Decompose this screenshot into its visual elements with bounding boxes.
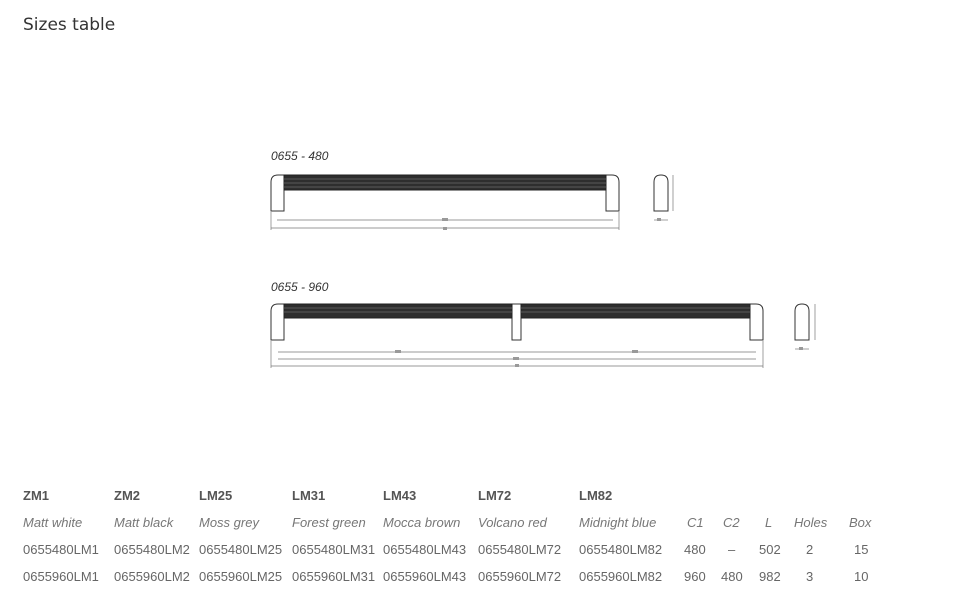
color-name: Matt black [114, 515, 174, 530]
color-code: LM43 [383, 488, 417, 503]
spec-cell: – [728, 542, 736, 557]
handle-480-drawing [271, 175, 673, 230]
spec-cell: 2 [806, 542, 814, 557]
sku-cell: 0655960LM1 [23, 569, 99, 584]
color-code: ZM1 [23, 488, 49, 503]
color-name: Midnight blue [579, 515, 657, 530]
sku-cell: 0655480LM72 [478, 542, 562, 557]
spec-header-c2: C2 [723, 515, 740, 530]
color-name: Moss grey [199, 515, 259, 530]
sku-cell: 0655480LM82 [579, 542, 663, 557]
drawing-label-480: 0655 - 480 [271, 149, 329, 163]
sku-cell: 0655480LM1 [23, 542, 99, 557]
sku-cell: 0655480LM25 [199, 542, 283, 557]
color-name: Matt white [23, 515, 83, 530]
spec-cell: 480 [721, 569, 743, 584]
sku-cell: 0655960LM43 [383, 569, 467, 584]
spec-cell: 3 [806, 569, 814, 584]
spec-cell: 982 [759, 569, 781, 584]
sku-cell: 0655480LM2 [114, 542, 190, 557]
page-title: Sizes table [23, 15, 116, 35]
color-code: LM82 [579, 488, 613, 503]
sku-cell: 0655960LM82 [579, 569, 663, 584]
color-name: Volcano red [478, 515, 547, 530]
color-code: LM31 [292, 488, 326, 503]
spec-cell: 960 [684, 569, 706, 584]
sku-cell: 0655480LM31 [292, 542, 376, 557]
sku-cell: 0655960LM31 [292, 569, 376, 584]
color-code: LM72 [478, 488, 512, 503]
spec-header-l: L [765, 515, 773, 530]
sku-cell: 0655960LM2 [114, 569, 190, 584]
sku-cell: 0655960LM25 [199, 569, 283, 584]
spec-header-holes: Holes [794, 515, 828, 530]
handle-960-drawing [271, 304, 815, 368]
color-name: Mocca brown [383, 515, 461, 530]
sku-cell: 0655480LM43 [383, 542, 467, 557]
spec-cell: 480 [684, 542, 706, 557]
sku-cell: 0655960LM72 [478, 569, 562, 584]
drawing-label-960: 0655 - 960 [271, 280, 329, 294]
spec-header-c1: C1 [687, 515, 704, 530]
color-code: LM25 [199, 488, 233, 503]
color-code: ZM2 [114, 488, 140, 503]
color-name: Forest green [292, 515, 366, 530]
spec-cell: 10 [854, 569, 869, 584]
spec-cell: 15 [854, 542, 869, 557]
spec-cell: 502 [759, 542, 781, 557]
spec-header-box: Box [849, 515, 872, 530]
